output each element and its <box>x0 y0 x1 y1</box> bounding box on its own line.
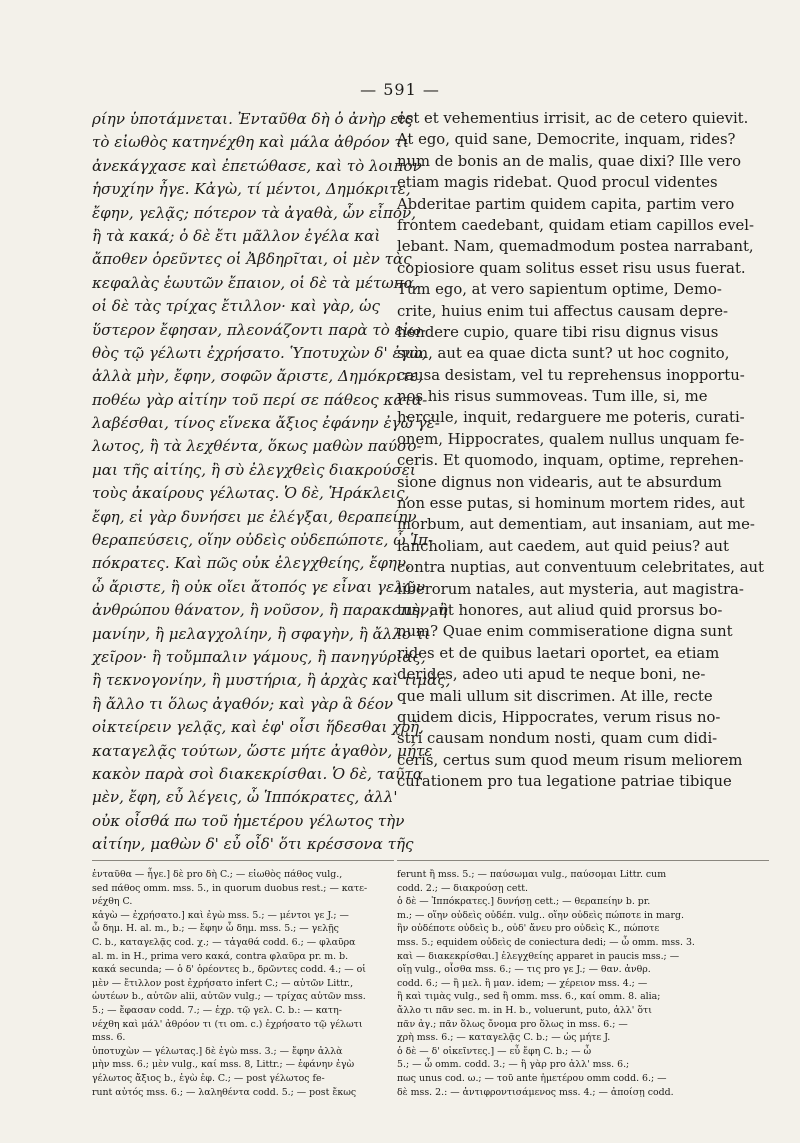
latin-text-line: stri causam nondum nosti, quam cum didi- <box>397 730 718 748</box>
greek-text-line: πόκρατες. Καὶ πῶς οὐκ ἐλεγχθείης, ἔφην, <box>92 554 411 573</box>
footnote-line: μὲν — ἔτιλλον post ἐχρήσατο infert C.; — αὐτῶν Littr., <box>92 977 354 989</box>
footnote-line: πᾶν ἀγ.; πᾶν ὅλως ὄνομα pro ὅλως in mss. 6.; — <box>397 1018 628 1030</box>
greek-text-line: θεραπεύσεις, οἵην οὐδεὶς οὐδεπώποτε, ὦ Ἱπ- <box>92 531 434 550</box>
latin-text-line: At ego, quid sane, Democrite, inquam, rides? <box>397 131 736 149</box>
latin-text-line: crite, huius enim tui affectus causam depre- <box>397 302 728 320</box>
footnote-line: δὲ mss. 2.: — ἀντιφροντισάμενος mss. 4.; — ἀποίσῃ codd. <box>397 1086 674 1098</box>
greek-text-line: ἀνεκάγχασε καὶ ἐπετώθασε, καὶ τὸ λοιπὸν <box>92 156 422 175</box>
greek-text-line: μαι τῆς αἰτίης, ἢ σὺ ἐλεγχθεὶς διακρούσει <box>92 460 416 479</box>
greek-text-line: μανίην, ἢ μελαγχολίην, ἢ σφαγὴν, ἢ ἄλλο τι <box>92 624 431 643</box>
footnote-line: μὴν mss. 6.; μὲν vulg., καί mss. 8, Littr.; — ἐφάνην ἐγὼ <box>92 1059 355 1071</box>
latin-text-line: que mali ullum sit discrimen. At ille, recte <box>397 687 713 705</box>
footnotes-right <box>397 868 769 1099</box>
greek-text-line: κεφαλὰς ἑωυτῶν ἔπαιον, οἱ δὲ τὰ μέτωπα, <box>92 273 419 292</box>
latin-text-line: num? Quae enim commiseratione digna sunt <box>397 623 733 641</box>
greek-text-line: ἔφην, γελᾷς; πότερον τὰ ἀγαθὰ, ὧν εἶπον, <box>92 203 416 222</box>
latin-text-line: frontem caedebant, quidam etiam capillos evel- <box>397 216 755 234</box>
latin-text-line: num de bonis an de malis, quae dixi? Ille vero <box>397 152 742 170</box>
greek-text-line: θὸς τῷ γέλωτι ἐχρήσατο. Ὑποτυχὼν δ' ἐγὼ, <box>92 343 427 362</box>
footnote-line: ὑποτυχὼν — γέλωτας.] δὲ ἐγὼ mss. 3.; — ἔφην ἀλλὰ <box>92 1045 343 1057</box>
greek-text-line: ἀνθρώπου θάνατον, ἢ νοῦσον, ἢ παρακοπὴν, ἢ <box>92 601 448 620</box>
footnote-line: mss. 6. <box>92 1032 126 1044</box>
footnote-line: ὦ δημ. H. al. m., b.; — ἔφην ὦ δημ. mss. 5.; — γελῇς <box>92 923 339 935</box>
latin-text-line: copiosiore quam solitus esset risu usus fuerat. <box>397 259 746 277</box>
footnote-line: m.; — οἵην οὐδεὶς οὐδέπ. vulg.. οἵην οὐδεὶς πώποτε in marg. <box>397 909 684 921</box>
footnote-line: χρὴ mss. 6.; — καταγελᾷς C. b.; — ὡς μήτε J. <box>397 1032 611 1044</box>
latin-text-line: Abderitae partim quidem capita, partim vero <box>397 195 735 213</box>
latin-text-line: rides et de quibus laetari oportet, ea etiam <box>397 644 720 662</box>
greek-text-line: ἔφη, εἰ γὰρ δυνήσει με ἐλέγξαι, θεραπείην <box>92 507 417 526</box>
footnote-line: ἄλλο τι πᾶν sec. m. in H. b., voluerunt, puto, ἀλλ' ὅτι <box>397 1004 652 1016</box>
footnote-line: ὡυτέων b., αὐτῶν alii, αὐτῶν vulg.; — τρίχας αὐτῶν mss. <box>92 991 366 1003</box>
greek-text-line: ἀλλὰ μὴν, ἔφην, σοφῶν ἄριστε, Δημόκριτε, <box>92 367 423 386</box>
latin-text-line: liberorum natales, aut mysteria, aut magistra- <box>397 580 744 598</box>
latin-text-line: sum, aut ea quae dicta sunt? ut hoc cognito, <box>397 345 730 363</box>
greek-text-line: ἢ τὰ κακά; ὁ δὲ ἔτι μᾶλλον ἐγέλα καὶ <box>92 226 381 245</box>
greek-text-line: ὕστερον ἔφησαν, πλεονάζοντι παρὰ τὸ εἰω- <box>92 320 427 339</box>
footnote-line: γέλωτος ἄξιος b., ἐγὼ ἐφ. C.; — post γέλωτος fe- <box>92 1072 325 1084</box>
greek-text-line: οἰκτείρειν γελᾷς, καὶ ἐφ' οἷσι ἥδεσθαι χρὴ, <box>92 718 424 737</box>
greek-text-line: λαβέσθαι, τίνος εἵνεκα ἄξιος ἐφάνην ἐγὼ γέ- <box>92 414 440 433</box>
greek-text-column <box>92 108 451 857</box>
greek-text-line: τὸ εἰωθὸς κατηνέχθη καὶ μάλα ἀθρόον τι <box>92 133 409 152</box>
footnote-line: C. b., καταγελᾷς cod. χ.; — τἀγαθά codd. 6.; — φλαῦρα <box>92 936 356 948</box>
latin-text-line: Tum ego, at vero sapientum optime, Demo- <box>397 281 722 299</box>
latin-text-line: hercule, inquit, redarguere me poteris, curati- <box>397 409 745 427</box>
latin-text-line: lebant. Nam, quemadmodum postea narrabant, <box>397 238 754 256</box>
footnote-line: πως unus cod. ω.; — τοῦ ante ἡμετέρου omm codd. 6.; — <box>397 1072 667 1084</box>
greek-text-line: αἰτίην, μαθὼν δ' εὖ οἶδ' ὅτι κρέσσονα τῆς <box>92 835 414 854</box>
greek-text-line: ἢ τεκνογονίην, ἢ μυστήρια, ἢ ἀρχὰς καὶ τιμὰς, <box>92 671 451 690</box>
footnote-line: ἐνταῦθα — ἦγε.] δὲ pro δὴ C.; — εἰωθὸς πάθος vulg., <box>92 869 343 880</box>
latin-text-line: ceris, certus sum quod meum risum meliorem <box>397 751 743 769</box>
footnote-line: ὁ δὲ — Ἱππόκρατες.] δυνήσῃ cett.; — θεραπείην b. pr. <box>397 896 651 908</box>
footnote-line: οἴῃ vulg., οἶσθα mss. 6.; — τις pro γε J.; — θαν. ἀνθρ. <box>397 964 651 976</box>
latin-text-line: causa desistam, vel tu reprehensus inopportu- <box>397 366 745 384</box>
footnote-line: κακά secunda; — ὁ δ' ὁρέοντες b., δρῶντες codd. 4.; — οἱ <box>92 964 366 976</box>
greek-text-line: μὲν, ἔφη, εὖ λέγεις, ὦ Ἱππόκρατες, ἀλλ' <box>92 788 398 807</box>
greek-text-line: ὦ ἄριστε, ἢ οὐκ οἴει ἄτοπός γε εἶναι γελῶν <box>92 577 426 596</box>
latin-text-line: tus, aut honores, aut aliud quid prorsus bo- <box>397 601 723 619</box>
footnote-line: codd. 2.; — διακρούσῃ cett. <box>397 882 528 894</box>
page-number: — 591 — <box>360 80 440 99</box>
greek-text-line: χεῖρον· ἢ τοὔμπαλιν γάμους, ἢ πανηγύριας, <box>92 647 426 666</box>
greek-text-line: οἱ δὲ τὰς τρίχας ἔτιλλον· καὶ γὰρ, ὡς <box>92 297 380 316</box>
footnote-line: ἣν οὐδέποτε οὐδεὶς b., οὐδ' ἄνευ pro οὐδεὶς K., πώποτε <box>397 923 660 935</box>
footnotes-left <box>92 868 394 1099</box>
greek-text-line: ρίην ὑποτάμνεται. Ἐνταῦθα δὴ ὁ ἀνὴρ εἰς <box>92 110 413 128</box>
greek-text-line: ποθέω γὰρ αἰτίην τοῦ περί σε πάθεος κατα- <box>92 390 428 409</box>
latin-text-line: est et vehementius irrisit, ac de cetero quievit. <box>397 110 749 127</box>
footnote-divider-right <box>397 860 769 861</box>
latin-text-line: ceris. Et quomodo, inquam, optime, reprehen- <box>397 452 744 470</box>
latin-text-line: non esse putas, si hominum mortem rides, aut <box>397 495 745 513</box>
footnote-line: 5.; — ἔφασαν codd. 7.; — ἐχρ. τῷ γελ. C. b.: — κατη- <box>92 1004 342 1016</box>
footnote-line: mss. 5.; equidem οὐδεὶς de coniectura dedi; — ὦ omm. mss. 3. <box>397 936 695 948</box>
latin-text-line: morbum, aut dementiam, aut insaniam, aut me- <box>397 516 755 534</box>
footnote-line: al. m. in H., prima vero κακά, contra φλαῦρα pr. m. b. <box>92 950 349 962</box>
footnote-line: νέχθη καὶ μάλ' ἀθρόον τι (τι om. c.) ἐχρήσατο τῷ γέλωτι <box>92 1018 363 1030</box>
footnote-line: νέχθη C. <box>92 896 133 908</box>
latin-text-line: etiam magis ridebat. Quod procul videntes <box>397 174 718 192</box>
latin-text-line: sione dignus non videaris, aut te absurdum <box>397 473 722 491</box>
footnote-line: codd. 6.; — ἢ μελ. ἢ μαν. idem; — χέρειον mss. 4.; — <box>397 977 648 989</box>
latin-text-line: lancholiam, aut caedem, aut quid peius? aut <box>397 537 729 555</box>
greek-text-line: τοὺς ἀκαίρους γέλωτας. Ὁ δὲ, Ἡράκλεις, <box>92 484 410 503</box>
greek-text-line: οὐκ οἶσθά πω τοῦ ἡμετέρου γέλωτος τὴν <box>92 811 405 830</box>
latin-text-column <box>397 108 769 793</box>
footnote-line: sed πάθος omm. mss. 5., in quorum duobus rest.; — κατε- <box>92 882 368 894</box>
latin-text-line: hendere cupio, quare tibi risu dignus visus <box>397 323 719 341</box>
greek-text-line: ἢ ἄλλο τι ὅλως ἀγαθόν; καὶ γὰρ ἃ δέον <box>92 694 394 713</box>
latin-text-line: contra nuptias, aut conventuum celebritates, aut <box>397 559 764 577</box>
footnote-line: κἀγὼ — ἐχρήσατο.] καὶ ἐγὼ mss. 5.; — μέντοι γε J.; — <box>92 909 349 921</box>
footnote-line: runt αὐτός mss. 6.; — λαληθέντα codd. 5.; — post ἔκως <box>92 1086 357 1098</box>
footnote-line: καὶ — διακεκρίσθαι.] ἐλεγχθείης apparet in paucis mss.; — <box>397 950 680 962</box>
latin-text-line: onem, Hippocrates, qualem nullus unquam fe- <box>397 430 745 448</box>
greek-text-line: καταγελᾷς τούτων, ὥστε μήτε ἀγαθὸν, μήτε <box>92 741 433 760</box>
greek-text-line: λωτος, ἢ τὰ λεχθέντα, ὅκως μαθὼν παύσο- <box>92 437 422 456</box>
latin-text-line: nos his risus summoveas. Tum ille, si, me <box>397 388 708 406</box>
latin-text-line: derides, adeo uti apud te neque boni, ne- <box>397 666 706 684</box>
footnote-line: ἢ καὶ τιμὰς vulg., sed ἢ omm. mss. 6., καί omm. 8. alia; <box>397 991 661 1003</box>
footnote-line: ὁ δὲ — δ' οἰκεῖντες.] — εὖ ἔφη C. b.; — ὦ <box>397 1045 592 1057</box>
latin-text-line: quidem dicis, Hippocrates, verum risus no- <box>397 708 721 726</box>
greek-text-line: ἄποθεν ὁρεῦντες οἱ Ἀβδηρῖται, οἱ μὲν τὰς <box>92 250 412 269</box>
footnote-line: 5.; — ὦ omm. codd. 3.; — ἢ γὰρ pro ἀλλ' mss. 6.; <box>397 1059 630 1071</box>
footnote-divider-left <box>92 860 394 861</box>
latin-text-line: curationem pro tua legatione patriae tibique <box>397 773 732 791</box>
greek-text-line: κακὸν παρὰ σοὶ διακεκρίσθαι. Ὁ δὲ, ταῦτα <box>92 764 423 783</box>
greek-text-line: ἡσυχίην ἦγε. Κἀγὼ, τί μέντοι, Δημόκριτε, <box>92 180 411 199</box>
footnote-line: ferunt ἢ mss. 5.; — παύσωμαι vulg., παύσομαι Littr. cum <box>397 869 667 880</box>
